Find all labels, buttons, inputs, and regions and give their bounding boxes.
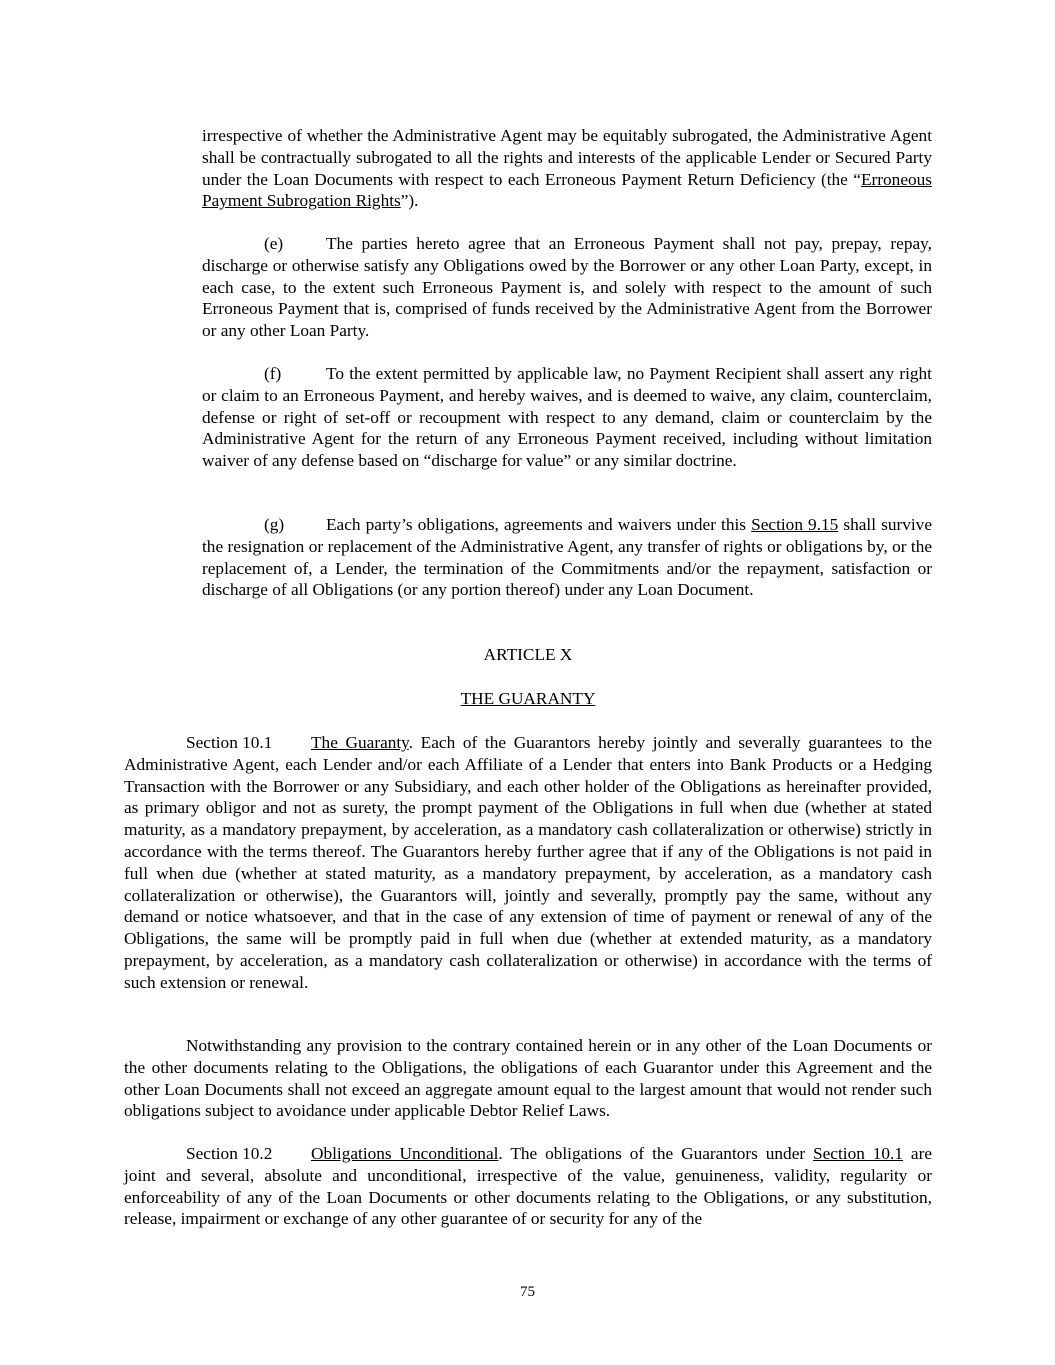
- text-run: Notwithstanding any provision to the contrary contained herein or in any other of the Loan Documents or the other documents relating to the Obligations, the obligations of each Guarantor under this Agreement and the other Loan Documents shall not exceed an aggregate amount equal to the largest amount that would not render such obligations subject to avoidance under applicable Debtor Relief Laws.: [124, 1036, 932, 1121]
- paragraph-e: [202, 233, 932, 342]
- section-heading: The Guaranty: [311, 733, 409, 752]
- section-10-1: [124, 732, 932, 994]
- text-run: . The obligations of the Guarantors under: [498, 1144, 814, 1163]
- article-title: THE GUARANTY: [460, 689, 596, 708]
- clause-label: (g): [264, 515, 285, 534]
- text-run: are joint and several, absolute and unconditional, irrespective of the value, genuineness, validity, regularity or enforceability of any of the Loan Documents or other documents relating to the Obligations, or any substitution, release, impairment or exchange of any other guarantee of or security for any of the: [124, 1144, 932, 1229]
- section-label: Section 10.2: [186, 1144, 273, 1163]
- article-number: ARTICLE X: [483, 645, 573, 664]
- defined-term: Erroneous Payment Subrogation Rights: [202, 169, 932, 211]
- section-heading: Obligations Unconditional: [311, 1144, 499, 1163]
- paragraph-subrogation-continued: [202, 125, 932, 212]
- text-run: ”).: [400, 191, 419, 211]
- text-run: shall survive the resignation or replacement of the Administrative Agent, any transfer of rights or obligations by, or the replacement of, a Lender, the termination of the Commitments and/or the repayment, satisfaction or discharge of all Obligations (or any portion thereof) under any Loan Document.: [202, 515, 932, 600]
- section-reference: Section 10.1: [813, 1144, 903, 1163]
- page-number: 75: [520, 1284, 535, 1300]
- text-run: irrespective of whether the Administrative Agent may be equitably subrogated, the Administrative Agent shall be contractually subrogated to all the rights and interests of the applicable Lender or Secured Party under the Loan Documents with respect to each Erroneous Payment Return Deficiency (the “: [202, 126, 932, 189]
- paragraph-f: [202, 363, 932, 472]
- text-run: . Each of the Guarantors hereby jointly and severally guarantees to the Administrative Agent, each Lender and/or each Affiliate of a Lender that enters into Bank Products or a Hedging Transaction with the Borrower or any Subsidiary, and each other holder of the Obligations as hereinafter provided, as primary obligor and not as surety, the prompt payment of the Obligations in full when due (whether at stated maturity, as a mandatory prepayment, by acceleration, as a mandatory cash collateralization or otherwise) strictly in accordance with the terms thereof. The Guarantors hereby further agree that if any of the Obligations is not paid in full when due (whether at stated maturity, as a mandatory prepayment, by acceleration, as a mandatory cash collateralization or otherwise), the Guarantors will, jointly and severally, promptly pay the same, without any demand or notice whatsoever, and that in the case of any extension of time of payment or renewal of any of the Obligations, the same will be promptly paid in full when due (whether at extended maturity, as a mandatory prepayment, by acceleration, as a mandatory cash collateralization or otherwise) in accordance with the terms of such extension or renewal.: [124, 733, 932, 992]
- paragraph-notwithstanding: [124, 1035, 932, 1122]
- text-run: To the extent permitted by applicable law, no Payment Recipient shall assert any right or claim to an Erroneous Payment, and hereby waives, and is deemed to waive, any claim, counterclaim, defense or right of set-off or recoupment with respect to any demand, claim or counterclaim by the Administrative Agent for the return of any Erroneous Payment received, including without limitation waiver of any defense based on “discharge for value” or any similar doctrine.: [202, 364, 932, 471]
- text-run: Each party’s obligations, agreements and waivers under this: [326, 515, 752, 534]
- paragraph-g: [202, 514, 932, 601]
- text-run: The parties hereto agree that an Erroneous Payment shall not pay, prepay, repay, discharge or otherwise satisfy any Obligations owed by the Borrower or any other Loan Party, except, in each case, to the extent such Erroneous Payment is, and solely with respect to the amount of such Erroneous Payment that is, comprised of funds received by the Administrative Agent from the Borrower or any other Loan Party.: [202, 234, 932, 341]
- clause-label: (f): [264, 364, 282, 383]
- clause-label: (e): [264, 234, 284, 253]
- section-reference: Section 9.15: [751, 515, 839, 534]
- section-10-2: [124, 1143, 932, 1230]
- section-label: Section 10.1: [186, 733, 273, 752]
